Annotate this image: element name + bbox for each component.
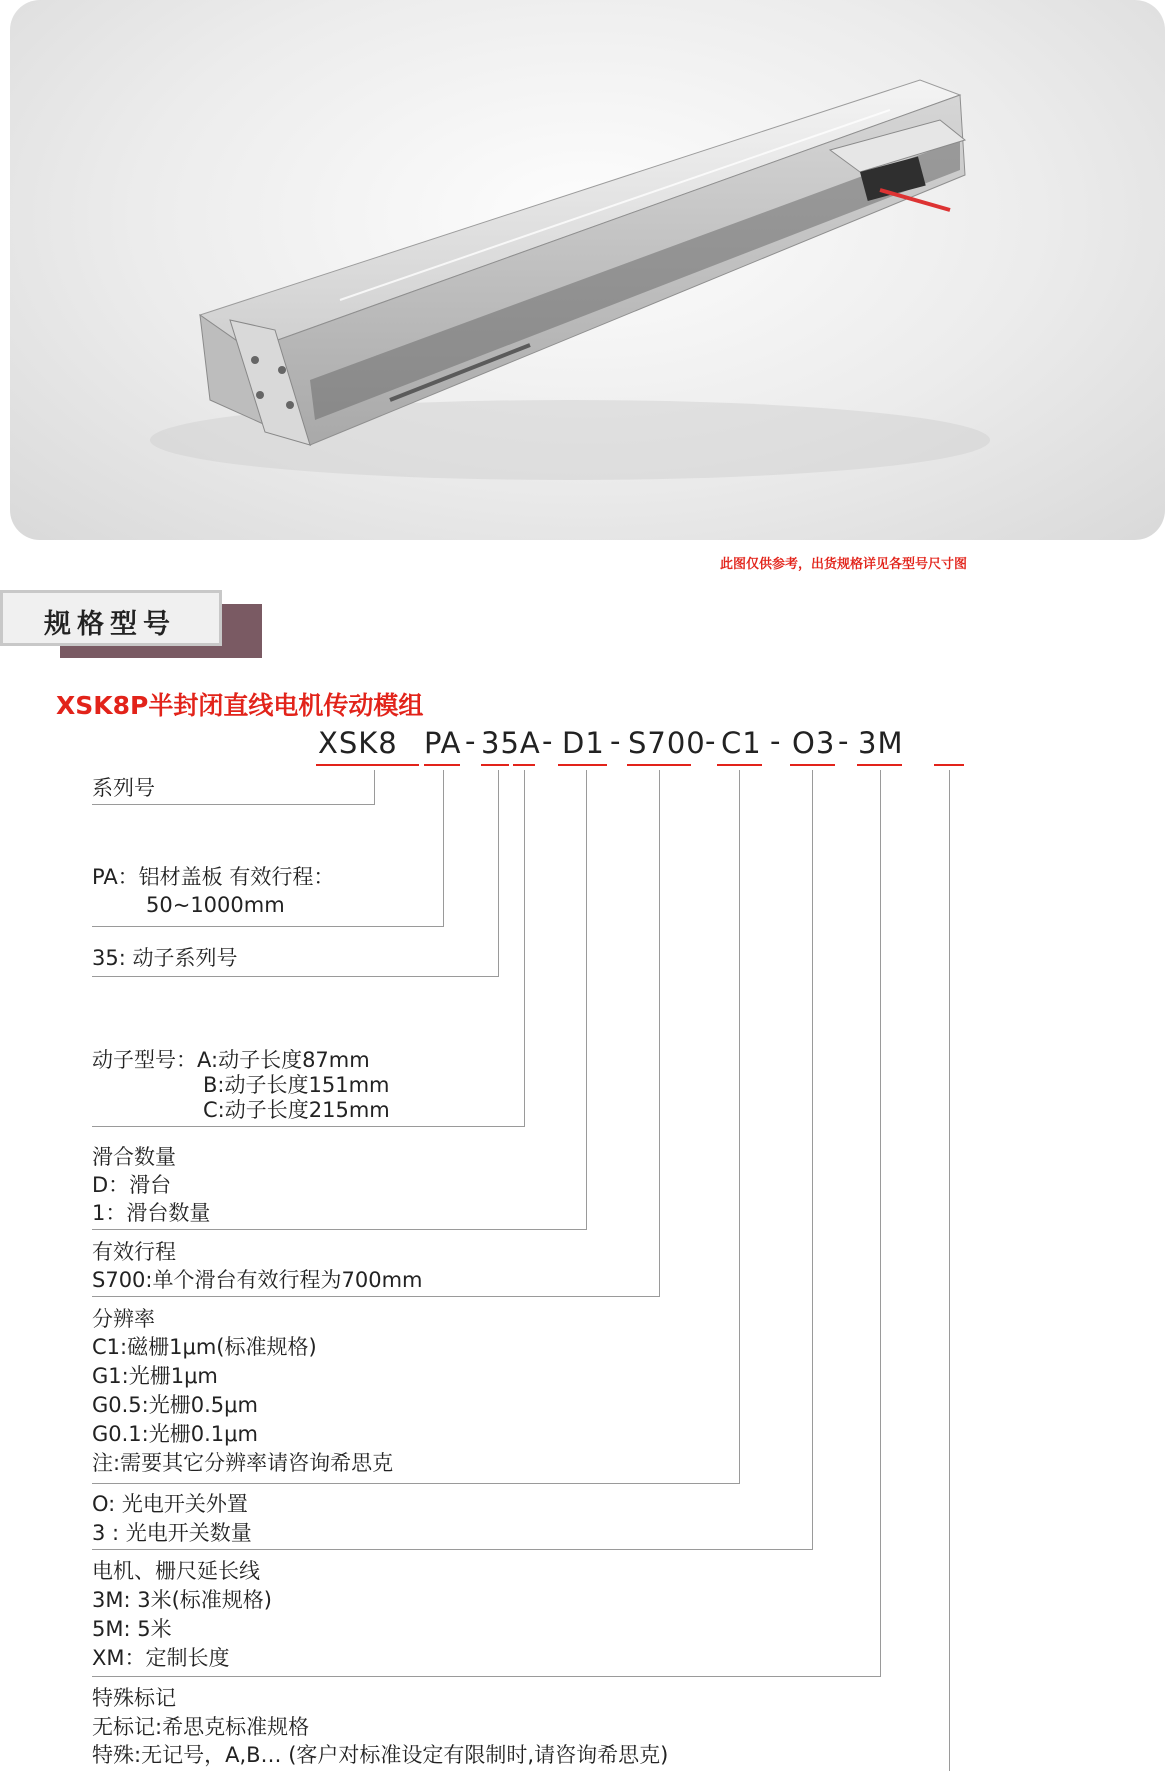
cable-line3: 5M: 5米 — [92, 1617, 172, 1641]
resolution-line3: G1:光栅1μm — [92, 1364, 218, 1388]
code-cover: PA — [424, 726, 462, 760]
switch-line2: 3 : 光电开关数量 — [92, 1521, 252, 1545]
leader-h-switch — [92, 1549, 813, 1550]
underline-mover-series — [481, 764, 509, 766]
code-resolution: C1 — [721, 726, 762, 760]
resolution-line2: C1:磁栅1μm(标准规格) — [92, 1335, 317, 1359]
underline-mover-type — [513, 764, 535, 766]
underline-stroke — [627, 764, 691, 766]
code-dash-4: - — [705, 724, 716, 758]
code-dash-2: - — [542, 724, 553, 758]
code-switch: O3 — [792, 726, 836, 760]
underline-special — [934, 764, 964, 766]
section-tab-label: 规格型号 — [44, 609, 176, 640]
special-line2: 无标记:希思克标准规格 — [92, 1715, 310, 1739]
code-series: XSK8 — [318, 726, 398, 760]
leader-v-special — [949, 770, 950, 1771]
switch-line1: O: 光电开关外置 — [92, 1492, 248, 1516]
underline-switch — [790, 764, 835, 766]
mover-series-label: 35: 动子系列号 — [92, 946, 238, 970]
leader-h-cover — [92, 926, 444, 927]
underline-resolution — [717, 764, 762, 766]
series-label: 系列号 — [92, 776, 155, 800]
special-line1: 特殊标记 — [92, 1686, 176, 1710]
slider-count-line1: 滑合数量 — [92, 1145, 176, 1169]
mover-type-line2: B:动子长度151mm — [203, 1073, 390, 1097]
leader-v-switch — [812, 770, 813, 1549]
leader-h-series — [92, 804, 375, 805]
cable-line2: 3M: 3米(标准规格) — [92, 1588, 272, 1612]
leader-v-mover-type — [524, 770, 525, 1126]
underline-cable — [857, 764, 902, 766]
leader-v-cover — [443, 770, 444, 926]
code-dash-6: - — [838, 724, 849, 758]
leader-v-series — [374, 770, 375, 804]
resolution-line6: 注:需要其它分辨率请咨询希思克 — [92, 1451, 394, 1475]
image-caption: 此图仅供参考，出货规格详见各型号尺寸图 — [720, 557, 968, 572]
cable-line4: XM：定制长度 — [92, 1646, 230, 1670]
leader-v-resolution — [739, 770, 740, 1483]
resolution-line4: G0.5:光栅0.5μm — [92, 1393, 258, 1417]
cover-line1: PA：铝材盖板 有效行程： — [92, 865, 335, 889]
code-dash-3: - — [610, 724, 621, 758]
underline-sliders — [558, 764, 607, 766]
leader-h-cable — [92, 1676, 881, 1677]
leader-h-stroke — [92, 1296, 660, 1297]
leader-v-mover-series — [498, 770, 499, 976]
code-mover: 35A — [481, 726, 541, 760]
cover-line2: 50~1000mm — [146, 893, 285, 917]
cable-line1: 电机、栅尺延长线 — [92, 1559, 260, 1583]
special-line3: 特殊:无记号，A,B… (客户对标准设定有限制时,请咨询希思克) — [92, 1743, 669, 1767]
mover-type-line3: C:动子长度215mm — [203, 1098, 390, 1122]
stroke-line2: S700:单个滑台有效行程为700mm — [92, 1268, 423, 1292]
code-dash-1: - — [465, 724, 476, 758]
resolution-line5: G0.1:光栅0.1μm — [92, 1422, 258, 1446]
product-title: XSK8P半封闭直线电机传动模组 — [56, 691, 424, 720]
linear-module-illustration — [10, 0, 1165, 540]
leader-v-sliders — [586, 770, 587, 1229]
underline-series — [316, 764, 419, 766]
code-dash-5: - — [770, 724, 781, 758]
product-photo — [10, 0, 1165, 540]
code-stroke: S700 — [628, 726, 706, 760]
leader-h-mover-type — [92, 1126, 525, 1127]
leader-v-stroke — [659, 770, 660, 1296]
section-tab — [0, 590, 262, 660]
leader-h-resolution — [92, 1483, 740, 1484]
code-sliders: D1 — [562, 726, 605, 760]
slider-count-line3: 1：滑台数量 — [92, 1201, 211, 1225]
leader-v-cable — [880, 770, 881, 1676]
slider-count-line2: D：滑台 — [92, 1173, 172, 1197]
code-cable: 3M — [858, 726, 904, 760]
underline-cover — [424, 764, 460, 766]
stroke-line1: 有效行程 — [92, 1240, 176, 1264]
resolution-line1: 分辨率 — [92, 1307, 155, 1331]
mover-type-line1: 动子型号：A:动子长度87mm — [92, 1048, 370, 1072]
leader-h-mover-series — [92, 976, 499, 977]
leader-h-sliders — [92, 1229, 587, 1230]
